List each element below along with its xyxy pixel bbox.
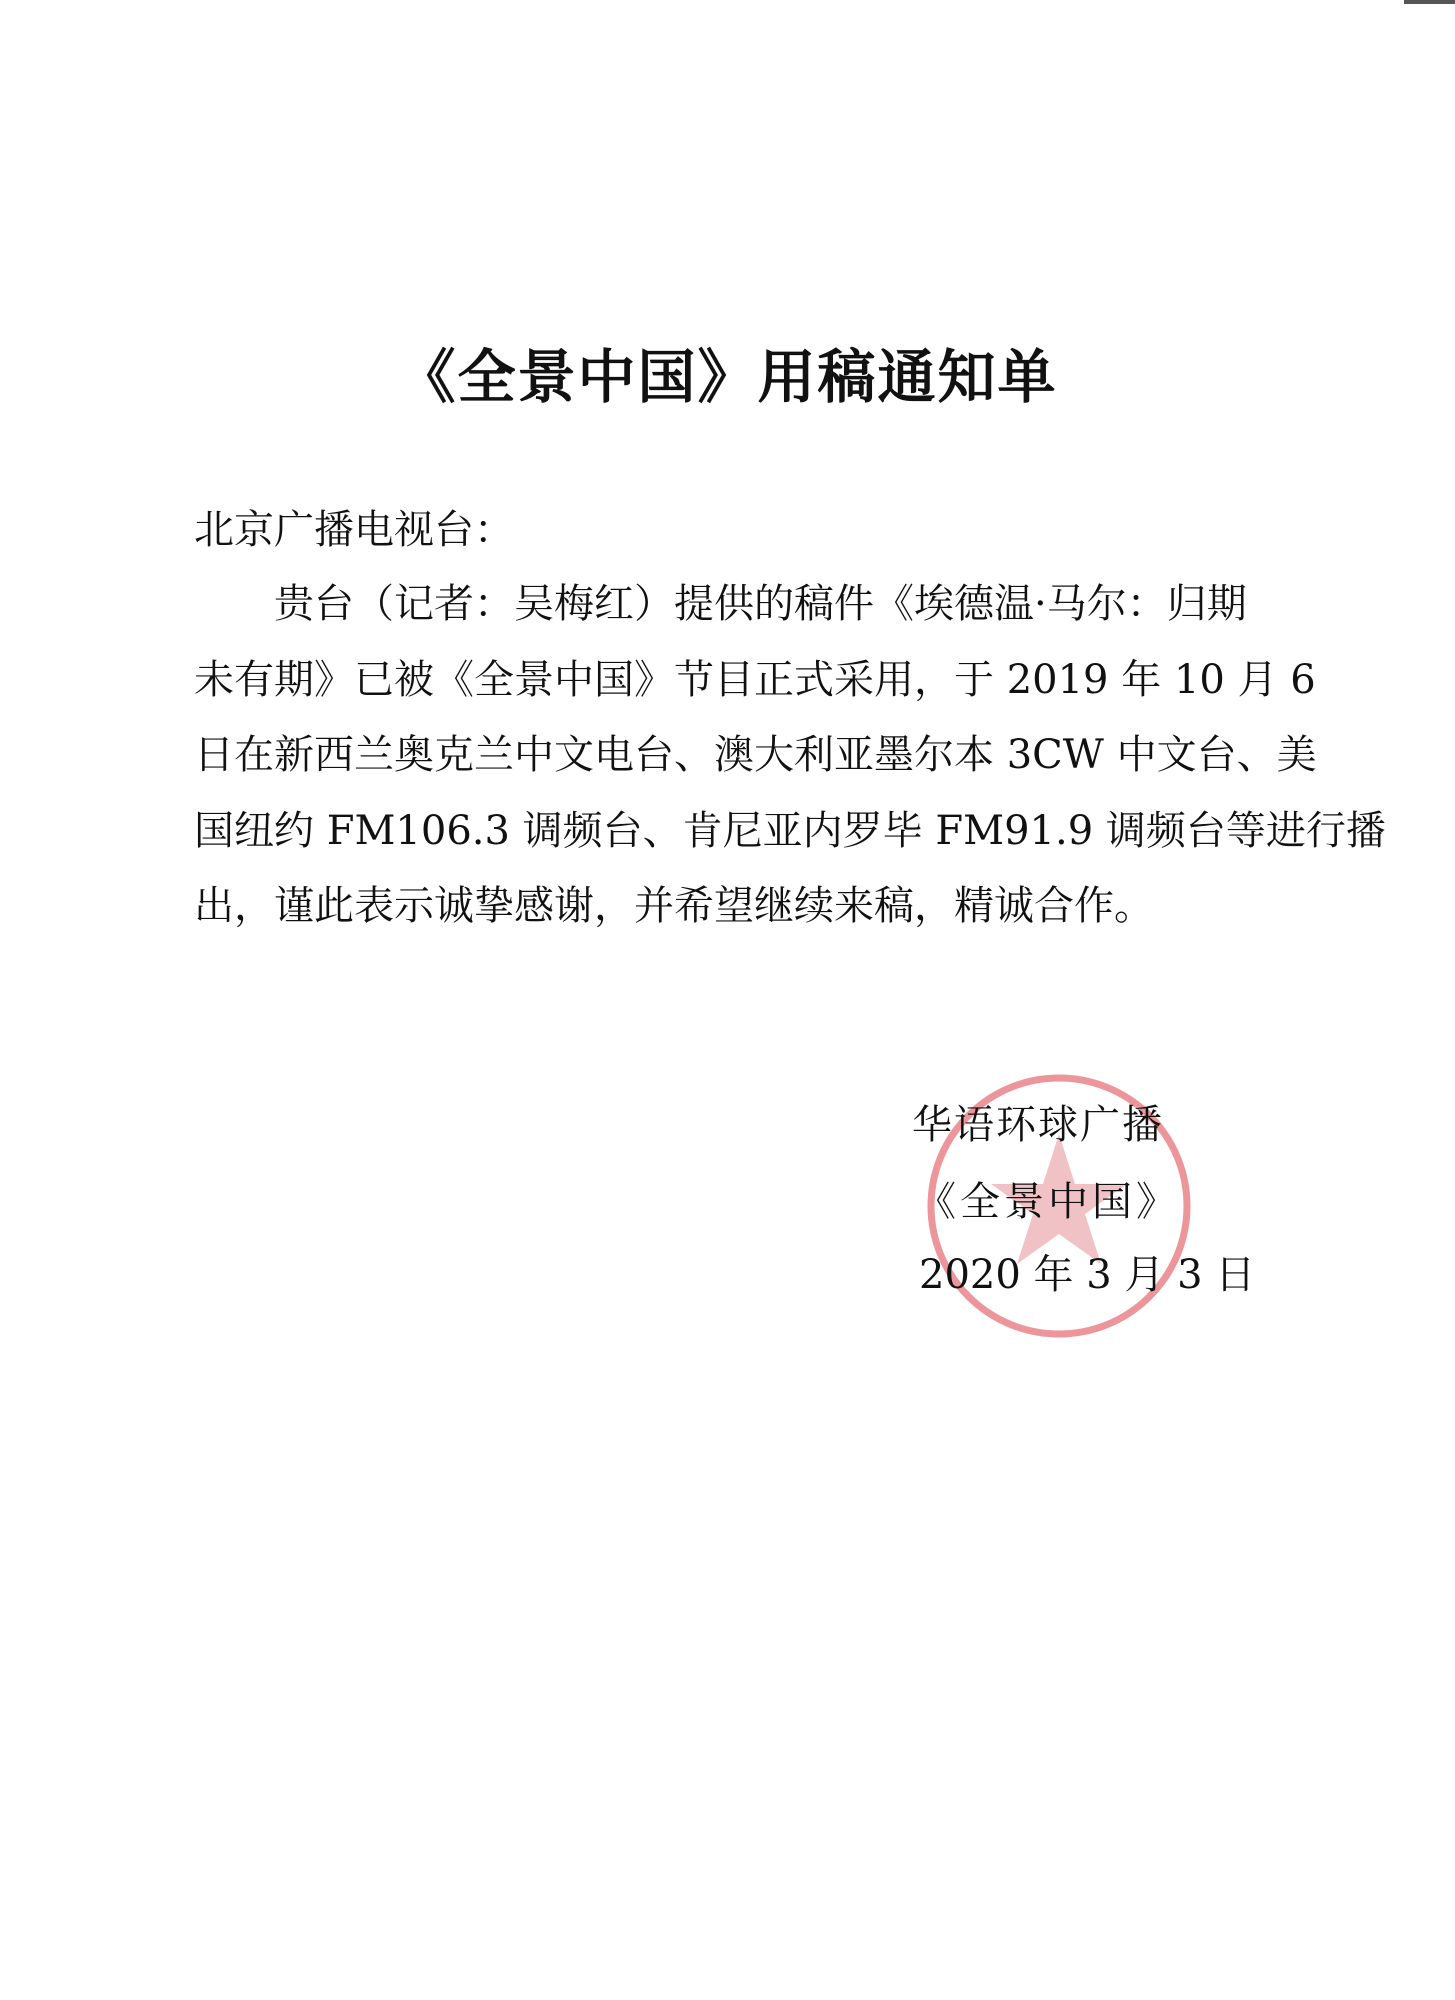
scan-edge-mark [1404,0,1455,4]
signature-org: 华语环球广播 [912,1102,1164,1148]
body-line: 国纽约 FM106.3 调频台、肯尼亚内罗毕 FM91.9 调频台等进行播 [194,808,1386,854]
body-line: 日在新西兰奥克兰中文电台、澳大利亚墨尔本 3CW 中文台、美 [194,732,1317,778]
document-title: 《全景中国》用稿通知单 [397,343,1058,411]
body-line: 未有期》已被《全景中国》节目正式采用，于 2019 年 10 月 6 [194,657,1316,703]
body-line: 出，谨此表示诚挚感谢，并希望继续来稿，精诚合作。 [194,883,1154,929]
signature-program: 《全景中国》 [916,1179,1180,1225]
signature-date: 2020 年 3 月 3 日 [919,1252,1256,1298]
salutation: 北京广播电视台： [194,507,514,553]
body-line: 贵台（记者：吴梅红）提供的稿件《埃德温·马尔：归期 [194,581,1247,627]
